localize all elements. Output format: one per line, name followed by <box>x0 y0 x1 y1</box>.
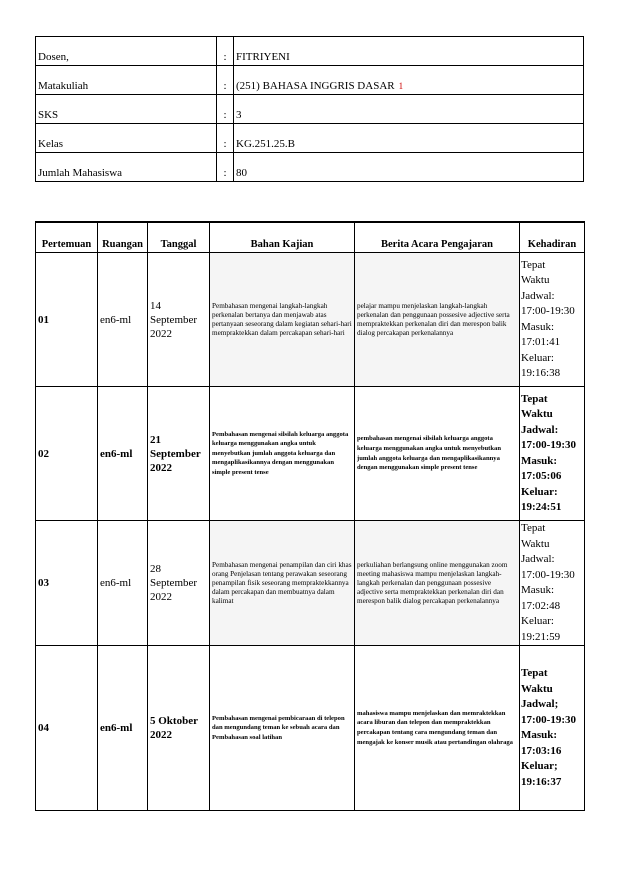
bahan-cell: Pembahasan mengenai penampilan dan ciri khas orang Penjelasan tentang perawakan seseorang penampilan fisik seseorang mempraktekkannya dalam percakapan dan membuatnya dalam kalimat <box>210 521 355 646</box>
tanggal-cell: 5 Oktober 2022 <box>148 646 210 811</box>
matakuliah-cell <box>234 66 584 95</box>
kehadiran-line: Masuk: <box>521 320 554 333</box>
kehadiran-line: Tepat <box>521 522 546 534</box>
kehadiran-line: Keluar: <box>521 615 554 627</box>
table-row <box>36 521 585 646</box>
kehadiran-cell <box>520 521 585 646</box>
bahan-cell: Pembahasan mengenai langkah-langkah perkenalan bertanya dan menjawab atas pertanyaan seseorang dalam kegiatan sehari-hari mempraktekkan dalam percakapan sehari-hari <box>210 253 355 387</box>
header-kehadiran: Kehadiran <box>520 222 585 253</box>
kehadiran-line: 17:00-19:30 <box>521 305 575 317</box>
separator: : <box>217 37 234 66</box>
kehadiran-line: 19:16:37 <box>521 775 562 788</box>
pertemuan-cell: 01 <box>36 253 98 387</box>
kehadiran-line: Waktu <box>521 408 553 420</box>
kehadiran-line: Keluar; <box>521 760 558 772</box>
kelas-label: Kelas <box>36 124 217 153</box>
kehadiran-line: Waktu <box>521 537 550 550</box>
kehadiran-line: Keluar: <box>521 485 558 498</box>
bahan-cell: Pembahasan mengenai silsilah keluarga anggota keluarga menggunakan angka untuk menyebutkan jumlah anggota keluarga dan mengaplikasikannya dengan menggunakan simple present tense <box>210 387 355 521</box>
kehadiran-line: Masuk: <box>521 454 558 467</box>
kehadiran-line: 17:01:41 <box>521 336 561 348</box>
kehadiran-line: Jadwal; <box>521 698 559 710</box>
matakuliah-value: (251) BAHASA INGGRIS DASAR <box>236 80 395 92</box>
kehadiran-cell <box>520 646 585 811</box>
dosen-label: Dosen, <box>36 37 217 66</box>
tanggal-cell: 28 September 2022 <box>148 521 210 646</box>
kehadiran-cell <box>520 253 585 387</box>
kehadiran-line: 19:21:59 <box>521 630 561 643</box>
matakuliah-label: Matakuliah <box>36 66 217 95</box>
kehadiran-line: Tepat <box>521 392 548 405</box>
berita-cell: pembahasan mengenai silsilah keluarga anggota keluarga menggunakan angka untuk menyebutkan jumlah anggota keluarga dan mengaplikasikannya dengan menggunakan simple present tense <box>355 387 520 521</box>
info-row-sks <box>36 95 584 124</box>
schedule-table <box>35 221 585 811</box>
tanggal-cell: 14 September 2022 <box>148 253 210 387</box>
separator: : <box>217 124 234 153</box>
kehadiran-line: 17:00-19:30 <box>521 568 575 581</box>
pertemuan-cell: 03 <box>36 521 98 646</box>
table-row <box>36 646 585 811</box>
info-row-dosen <box>36 37 584 66</box>
header-berita-acara: Berita Acara Pengajaran <box>355 222 520 253</box>
pertemuan-cell: 02 <box>36 387 98 521</box>
jumlah-label: Jumlah Mahasiswa <box>36 153 217 182</box>
course-info-table <box>35 36 584 182</box>
ruangan-cell: en6-ml <box>98 521 148 646</box>
jumlah-value: 80 <box>234 153 584 182</box>
header-bahan-kajian: Bahan Kajian <box>210 222 355 253</box>
separator: : <box>217 66 234 95</box>
berita-cell: perkuliahan berlangsung online menggunakan zoom meeting mahasiswa mampu menjelaskan langkah-langkah perkenalan dan penggunaan possesive adjective serta mempraktekkan perkenalan diri dan merespon balik dialog percakapan perkenalannya <box>355 521 520 646</box>
header-pertemuan: Pertemuan <box>36 222 98 253</box>
kehadiran-line: 17:02:48 <box>521 599 561 612</box>
berita-cell: pelajar mampu menjelaskan langkah-langkah perkenalan dan penggunaan possesive adjective serta mempraktekkan perkenalan diri dan merespon balik dialog percakapan perkenalannya <box>355 253 520 387</box>
kehadiran-line: 17:05:06 <box>521 470 562 482</box>
matakuliah-marker: 1 <box>398 81 404 91</box>
kehadiran-line: Masuk: <box>521 729 558 741</box>
kehadiran-line: Keluar: <box>521 351 554 364</box>
kehadiran-line: Waktu <box>521 682 553 695</box>
info-row-jumlah <box>36 153 584 182</box>
separator: : <box>217 153 234 182</box>
kehadiran-line: Jadwal: <box>521 289 555 302</box>
berita-cell: mahasiswa mampu menjelaskan dan memraktekkan acara liburan dan telepon dan mempraktekkan percakapan tentang cara mengundang teman dan mengajak ke konser musik atau pertandingan olahraga <box>355 646 520 811</box>
tanggal-cell: 21 September 2022 <box>148 387 210 521</box>
kehadiran-line: 17:03:16 <box>521 744 562 757</box>
kehadiran-line: 17:00-19:30 <box>521 713 576 726</box>
kehadiran-cell <box>520 387 585 521</box>
kehadiran-line: 19:24:51 <box>521 501 562 513</box>
ruangan-cell: en6-ml <box>98 253 148 387</box>
info-row-matakuliah <box>36 66 584 95</box>
kehadiran-line: Jadwal: <box>521 553 555 565</box>
schedule-header-row <box>36 222 585 253</box>
ruangan-cell: en6-ml <box>98 646 148 811</box>
kehadiran-line: Tepat <box>521 258 546 271</box>
kehadiran-line: Jadwal: <box>521 423 559 436</box>
info-row-kelas <box>36 124 584 153</box>
kehadiran-line: Masuk: <box>521 584 554 596</box>
sks-label: SKS <box>36 95 217 124</box>
pertemuan-cell: 04 <box>36 646 98 811</box>
header-ruangan: Ruangan <box>98 222 148 253</box>
kehadiran-line: 19:16:38 <box>521 367 561 379</box>
kehadiran-line: 17:00-19:30 <box>521 439 576 451</box>
table-row <box>36 387 585 521</box>
separator: : <box>217 95 234 124</box>
ruangan-cell: en6-ml <box>98 387 148 521</box>
table-row <box>36 253 585 387</box>
kehadiran-line: Waktu <box>521 274 550 286</box>
kelas-value: KG.251.25.B <box>234 124 584 153</box>
header-tanggal: Tanggal <box>148 222 210 253</box>
dosen-value: FITRIYENI <box>234 37 584 66</box>
kehadiran-line: Tepat <box>521 667 548 679</box>
sks-value: 3 <box>234 95 584 124</box>
bahan-cell: Pembahasan mengenai pembicaraan di telepon dan mengundang teman ke sebuah acara dan Pembahasan soal latihan <box>210 646 355 811</box>
